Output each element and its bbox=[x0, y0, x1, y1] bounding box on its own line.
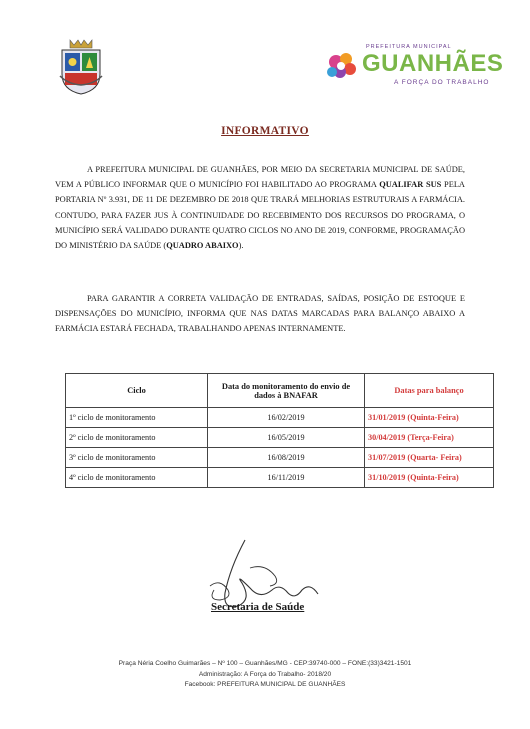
cell-data: 16/11/2019 bbox=[208, 468, 365, 488]
paragraph-closure: PARA GARANTIR A CORRETA VALIDAÇÃO DE ENTRADAS, SAÍDAS, POSIÇÃO DE ESTOQUE E DISPENSAÇÕES DO MUNICÍPIO, INFORMA QUE NAS DATAS MARCADAS PARA BALANÇO ABAIXO A FARMÁCIA ESTARÁ FECHADA, TRABALHANDO APENAS INTERNAMENTE. bbox=[55, 294, 465, 334]
cell-balanco: 30/04/2019 (Terça-Feira) bbox=[365, 428, 494, 448]
municipal-crest-icon bbox=[58, 38, 104, 96]
signature-label: Secretaria de Saúde bbox=[211, 601, 305, 613]
guanhaes-brand-logo bbox=[322, 44, 504, 94]
footer-administration: Administração: A Força do Trabalho- 2018/20 bbox=[198, 671, 332, 678]
paragraph1-end: ). bbox=[238, 241, 244, 251]
paragraph1-text-cont: PELA PORTARIA Nº 3.931, DE 11 DE DEZEMBRO DE 2018 QUE TRARÁ MELHORIAS ESTRUTURAIS A FARMÁCIA. CONTUDO, PARA FAZER JUS À CONTINUIDADE DO RECEBIMENTO DOS RECURSOS DO PROGRAMA, O MUNICÍPIO SERÁ VALIDADO DURANTE QUATRO CICLOS NO ANO DE 2019, CONFORME, PROGRAMAÇÃO DO MINISTÉRIO DA SAÚDE ( bbox=[55, 180, 465, 251]
table-row bbox=[66, 428, 494, 448]
cell-ciclo: 4º ciclo de monitoramento bbox=[66, 468, 208, 488]
cell-data: 16/08/2019 bbox=[208, 448, 365, 468]
cell-balanco: 31/10/2019 (Quinta-Feira) bbox=[365, 468, 494, 488]
table-row bbox=[66, 448, 494, 468]
cell-data: 16/05/2019 bbox=[208, 428, 365, 448]
qualifar-highlight: QUALIFAR SUS bbox=[379, 180, 442, 190]
paragraph1-text: A PREFEITURA MUNICIPAL DE GUANHÃES, POR MEIO DA SECRETARIA MUNICIPAL DE SAÚDE, VEM A PÚBLICO INFORMAR QUE O MUNICÍPIO FOI HABILITADO AO PROGRAMA bbox=[55, 165, 465, 190]
brand-tagline: A FORÇA DO TRABALHO bbox=[394, 79, 490, 86]
cell-ciclo: 2º ciclo de monitoramento bbox=[66, 428, 208, 448]
header-ciclo: Ciclo bbox=[66, 374, 208, 408]
cycles-table bbox=[65, 373, 494, 488]
cell-ciclo: 3º ciclo de monitoramento bbox=[66, 448, 208, 468]
cell-data: 16/02/2019 bbox=[208, 408, 365, 428]
footer-address: Praça Néria Coelho Guimarães – Nº 100 – Guanhães/MG - CEP:39740-000 – FONE:(33)3421-1501 bbox=[118, 660, 412, 667]
paragraph-announcement bbox=[55, 162, 465, 253]
table-row bbox=[66, 408, 494, 428]
table-row bbox=[66, 468, 494, 488]
page-title: INFORMATIVO bbox=[221, 125, 309, 137]
cell-balanco: 31/07/2019 (Quarta- Feira) bbox=[365, 448, 494, 468]
cell-ciclo: 1º ciclo de monitoramento bbox=[66, 408, 208, 428]
brand-prefeitura: PREFEITURA MUNICIPAL bbox=[366, 44, 452, 50]
flower-icon bbox=[322, 50, 362, 84]
header-data-monitoramento: Data do monitoramento do envio de dados à BNAFAR bbox=[208, 374, 365, 408]
brand-name: GUANHÃES bbox=[362, 50, 504, 77]
header-datas-balanco: Datas para balanço bbox=[365, 374, 494, 408]
footer-facebook: Facebook: PREFEITURA MUNICIPAL DE GUANHÃES bbox=[184, 681, 346, 688]
table-header-row bbox=[66, 374, 494, 408]
cell-balanco: 31/01/2019 (Quinta-Feira) bbox=[365, 408, 494, 428]
quadro-abaixo-highlight: QUADRO ABAIXO bbox=[166, 241, 239, 251]
